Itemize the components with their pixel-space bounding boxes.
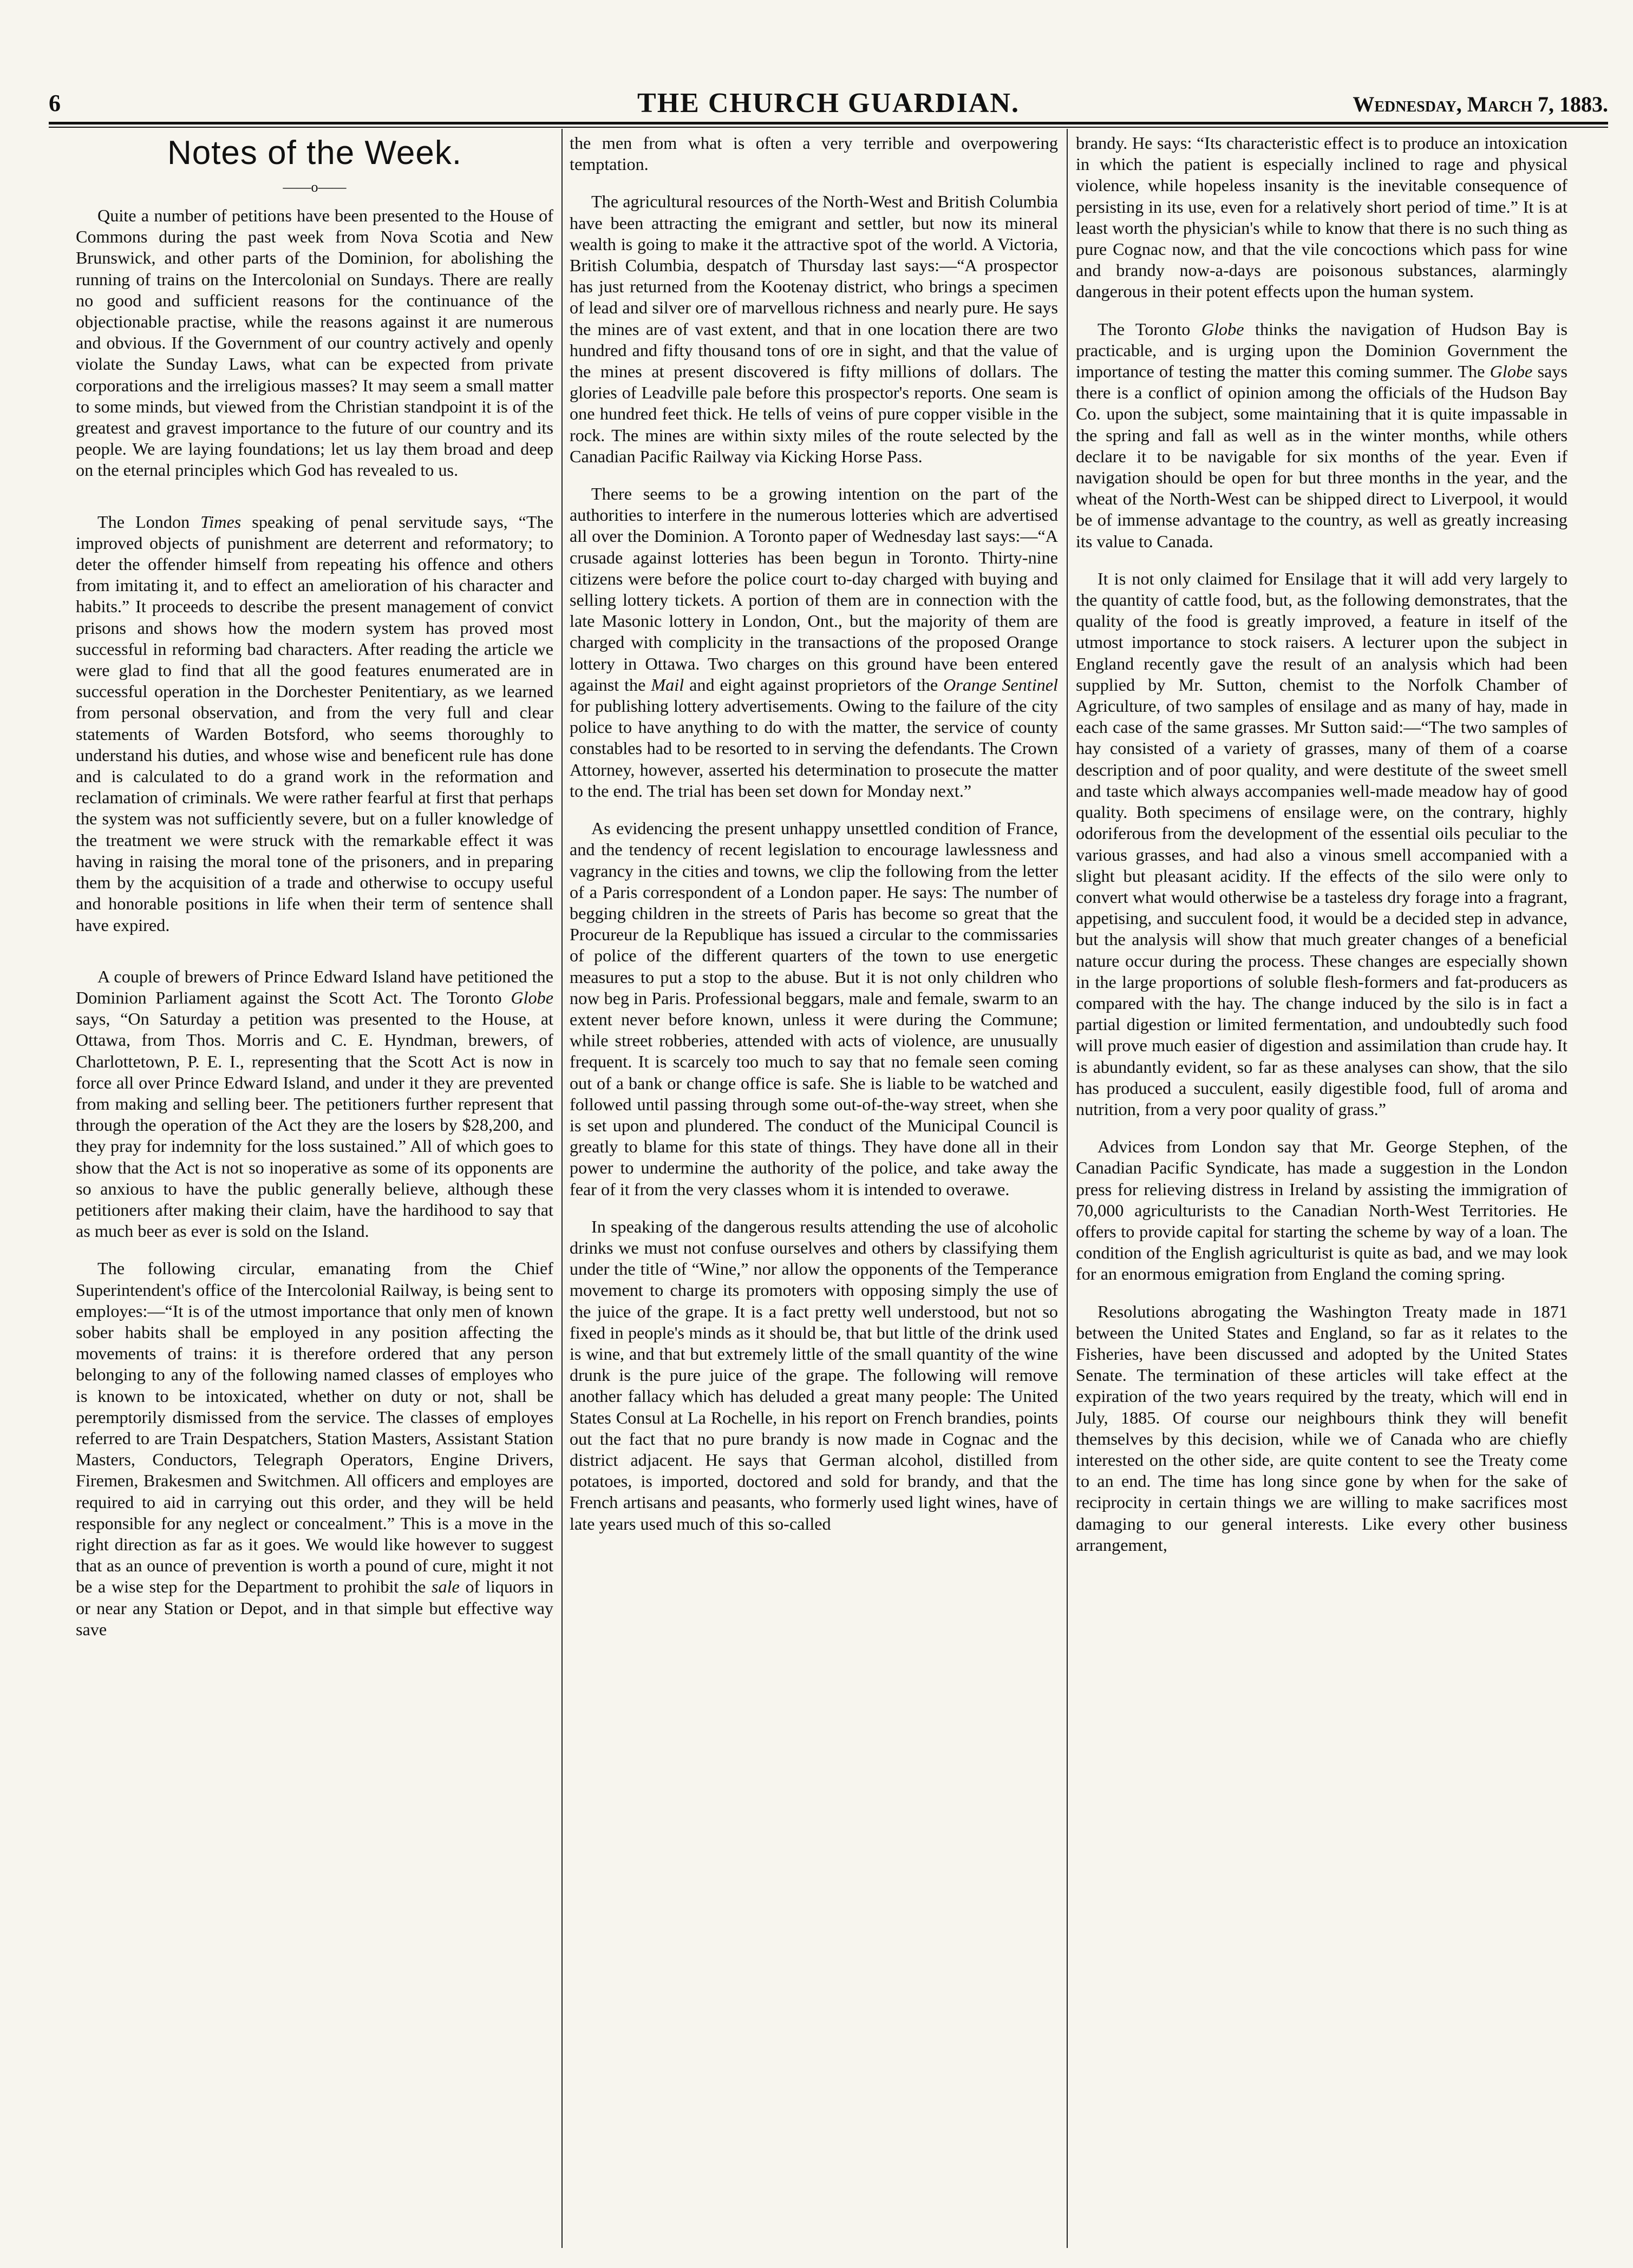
section-title: Notes of the Week. (167, 134, 462, 172)
column-3 (1076, 133, 1567, 2244)
article-george-stephen: Advices from London say that Mr. George Stephen, of the Canadian Pacific Syndicate, has made a suggestion in the London press for relieving distress in Ireland by assisting the immigration of 70,000 agriculturists to the Canadian North-West Territories. He offers to provide capital for starting the scheme by way of a loan. The condition of the English agriculturist is quite as bad, and we may look for an enormous emigration from England the coming spring. (1076, 1137, 1567, 1284)
page-number: 6 (49, 90, 61, 116)
header-rule-thin (49, 127, 1608, 128)
column-1 (76, 133, 553, 2244)
column-2 (570, 133, 1058, 2244)
article-sunday-trains: Quite a number of petitions have been presented to the House of Commons during the past week from Nova Scotia and New Brunswick, and other parts of the Dominion, for abolishing the running of trains on the Intercolonial on Sundays. There are really no good and sufficient reasons for the continuance of the objectionable practise, while the reasons against it are numerous and obvious. If the Government of our country actively and openly violate the Sunday Laws, what can be expected from private corporations and the irreligious masses? It may seem a small matter to some minds, but viewed from the Christian standpoint it is of the greatest and gravest importance to the future of our country and its people. We are laying foundations; let us lay them broad and deep on the eternal principles which God has revealed to us. (76, 206, 553, 480)
title-ornament: ——o—— (283, 179, 347, 195)
dateline: Wednesday, March 7, 1883. (1353, 92, 1608, 116)
article-pei-brewers: A couple of brewers of Prince Edward Island have petitioned the Dominion Parliament against the Scott Act. The Toronto Globe says, “On Saturday a petition was presented to the House, at Ottawa, from Thos. Morris and C. E. Hyndman, brewers, of Charlottetown, P. E. I., representing that the Scott Act is now in force all over Prince Edward Island, and under it they are prevented from making and selling beer. The petitioners further represent that through the operation of the Act they are the losers by $28,200, and they pray for indemnity for the loss sustained.” All of which goes to show that the Act is not so inoperative as some of its opponents are so anxious to have the public generally believe, although these petitioners after making their claim, have the hardihood to say that as much beer as ever is sold on the Island. (76, 966, 553, 1241)
article-france: As evidencing the present unhappy unsettled condition of France, and the tendency of recent legislation to encourage lawlessness and vagrancy in the cities and towns, we clip the following from the letter of a Paris correspondent of a London paper. He says: The number of begging children in the streets of Paris has become so great that the Procureur de la Republique has issued a circular to the commissaries of police of the different quarters of the town to use energetic measures to put a stop to the abuse. But it is not only children who now beg in Paris. Professional beggars, male and female, swarm to an extent never before known, unless it were during the Commune; while street robberies, attended with acts of violence, are unusually frequent. It is scarcely too much to say that no female seen coming out of a bank or change office is safe. She is liable to be watched and followed until passing through some out-of-the-way street, when she is set upon and plundered. The conduct of the Municipal Council is greatly to blame for this state of things. They have done all in their power to undermine the authority of the police, and take away the fear of it from the very classes whom it is intended to overawe. (570, 818, 1058, 1199)
article-brandy-continuation: brandy. He says: “Its characteristic effect is to produce an intoxication in which the patient is especially inclined to rage and physical violence, while hopeless insanity is the inevitable consequence of persisting in its use, even for a relatively short period of time.” It is at least worth the physician's while to know that there is no such thing as pure Cognac now, and that the vile concoctions which pass for wine and brandy now-a-days are poisonous substances, alarmingly dangerous in their potent effects upon the human system. (1076, 133, 1567, 301)
article-washington-treaty: Resolutions abrogating the Washington Treaty made in 1871 between the United States and England, so far as it relates to the Fisheries, have been discussed and adopted by the United States Senate. The termination of these articles will take effect at the expiration of the two years required by the treaty, which will end in July, 1885. Of course our neighbours think they will benefit themselves by this decision, while we of Canada who are chiefly interested on the other side, are quite content to see the Treaty come to an end. The time has long since gone by when for the sake of reciprocity in certain things we are willing to make sacrifices most damaging to our general interests. Like every other business arrangement, (1076, 1301, 1567, 1555)
column-divider-2 (1067, 129, 1068, 2248)
page-header (49, 89, 1608, 122)
article-continuation: the men from what is often a very terrible and overpowering temptation. (570, 133, 1058, 174)
column-divider-1 (561, 129, 563, 2248)
article-alcoholic-drinks: In speaking of the dangerous results attending the use of alcoholic drinks we must not confuse ourselves and others by classifying them under the title of “Wine,” nor allow the opponents of the Temperance movement to charge its promoters with opposing simply the use of the juice of the grape. It is a fact pretty well understood, but not so fixed in people's minds as it should be, that but little of the drink used is wine, and that but extremely little of the small quantity of the wine drunk is the pure juice of the grape. The following will remove another fallacy which has deluded a great many people: The United States Consul at La Rochelle, in his report on French brandies, points out the fact that no pure brandy is now made in Cognac and the district adjacent. He says that German alcohol, distilled from potatoes, is imported, doctored and sold for brandy, and that the French artisans and peasants, who formerly used light wines, have of late years used much of this so-called (570, 1216, 1058, 1533)
article-lotteries: There seems to be a growing intention on the part of the authorities to interfere in the numerous lotteries which are advertised all over the Dominion. A Toronto paper of Wednesday last says:—“A crusade against lotteries has been begun in Toronto. Thirty-nine citizens were before the police court to-day charged with buying and selling lottery tickets. A portion of them are in connection with the late Masonic lottery in London, Ont., but the majority of them are charged with complicity in the transactions of the proposed Orange lottery in Ottawa. Two charges on this ground have been entered against the Mail and eight against proprietors of the Orange Sentinel for publishing lottery advertisements. Owing to the failure of the city police to have anything to do with the matter, the service of county constables had to be resorted to in serving the defendants. The Crown Attorney, however, asserted his determination to prosecute the matter to the end. The trial has been set down for Monday next.” (570, 484, 1058, 801)
article-mineral-wealth: The agricultural resources of the North-West and British Columbia have been attracting the emigrant and settler, but now its mineral wealth is going to make it the attractive spot of the world. A Victoria, British Columbia, despatch of Thursday last says:—“A prospector has just returned from the Kootenay district, who brings a specimen of lead and silver ore of marvellous richness and nearly pure. He says the mines are of vast extent, and that in one location there are two hundred and fifty thousand tons of ore in sight, and that the value of the mines at present discovered is fifty millions of dollars. The glories of Leadville pale before this prospector's reports. One seam is one hundred feet thick. He tells of veins of pure copper visible in the rock. The mines are within sixty miles of the route selected by the Canadian Pacific Railway via Kicking Horse Pass. (570, 192, 1058, 466)
article-penal-servitude: The London Times speaking of penal servitude says, “The improved objects of punishment are deterrent and reformatory; to deter the offender himself from repeating his offence and others from imitating it, and to effect an amelioration of his character and habits.” It proceeds to describe the present management of convict prisons and shows how the modern system has proved most successful in reforming bad characters. After reading the article we were glad to find that all the good features enumerated are in successful operation in the Dorchester Penitentiary, as we learned from personal observation, and from the very full and clear statements of Warden Botsford, who seems thoroughly to understand his duties, and whose wise and beneficent rule has done and is calculated to do a grand work in the reformation and reclamation of criminals. We were rather fearful at first that perhaps the system was not sufficiently severe, but on a fuller knowledge of the treatment we were struck with the remarkable effect it was having in raising the moral tone of the prisoners, and in preparing them by the acquisition of a trade and otherwise to occupy useful and honorable positions in life when their term of sentence shall have expired. (76, 512, 553, 935)
article-ensilage: It is not only claimed for Ensilage that it will add very largely to the quantity of cattle food, but, as the following demonstrates, that the quality of the food is greatly improved, a feature in itself of the utmost importance to stock raisers. A lecturer upon the subject in England recently gave the result of an analysis which had been supplied by Mr. Sutton, chemist to the Norfolk Chamber of Agriculture, of two samples of ensilage and as many of hay, made in each case of the same grasses. Mr Sutton said:—“The two samples of hay consisted of a variety of grasses, many of them of a coarse description and of poor quality, and were destitute of the sweet smell and taste which always accompanies well-made meadow hay of good quality. Both specimens of ensilage were, on the contrary, highly odoriferous from the development of the essential oils peculiar to the various grasses, and had also a vinous smell accompanied with a slight but pleasant acidity. If the effects of the silo were only to convert what would otherwise be a tasteless dry forage into a fragrant, appetising, and succulent food, it would be a decided step in advance, but the analysis will show that much greater changes of a beneficial nature occur during the process. These changes are especially shown in the large proportions of soluble flesh-formers and fat-producers as compared with the hay. The change induced by the silo is in fact a partial digestion or limited fermentation, and undoubtedly such food will prove much easier of digestion and assimilation than crude hay. It is abundantly evident, so far as these analyses can show, that the silo has produced a succulent, easily digestible food, full of aroma and nutrition, from a very poor quality of grass.” (1076, 568, 1567, 1119)
masthead: THE CHURCH GUARDIAN. (637, 88, 1020, 119)
article-hudson-bay: The Toronto Globe thinks the navigation of Hudson Bay is practicable, and is urging upon the Dominion Government the importance of testing the matter this coming summer. The Globe says there is a conflict of opinion among the officials of the Hudson Bay Co. upon the subject, some maintaining that it is quite impassable in the spring and fall as well as in the winter months, while others declare it to be navigable for six months of the year. Even if navigation should be open for but three months in the year, and the wheat of the North-West can be shipped direct to Liverpool, it would be of immense advantage to the country, as well as greatly increasing its value to Canada. (1076, 319, 1567, 551)
header-rule (49, 122, 1608, 124)
article-intercolonial-circular: The following circular, emanating from the Chief Superintendent's office of the Intercolonial Railway, is being sent to employes:—“It is of the utmost importance that only men of known sober habits shall be employed in any position affecting the movements of trains: it is therefore ordered that any person belonging to any of the following named classes of employes who is known to be intoxicated, whether on duty or not, shall be peremptorily dismissed from the service. The classes of employes referred to are Train Despatchers, Station Masters, Assistant Station Masters, Conductors, Telegraph Operators, Engine Drivers, Firemen, Brakesmen and Switchmen. All officers and employes are required to aid in carrying out this order, and they will be held responsible for any neglect or concealment.” This is a move in the right direction as far as it goes. We would like however to suggest that as an ounce of prevention is worth a pound of cure, might it not be a wise step for the Department to prohibit the sale of liquors in or near any Station or Depot, and in that simple but effective way save (76, 1258, 553, 1639)
